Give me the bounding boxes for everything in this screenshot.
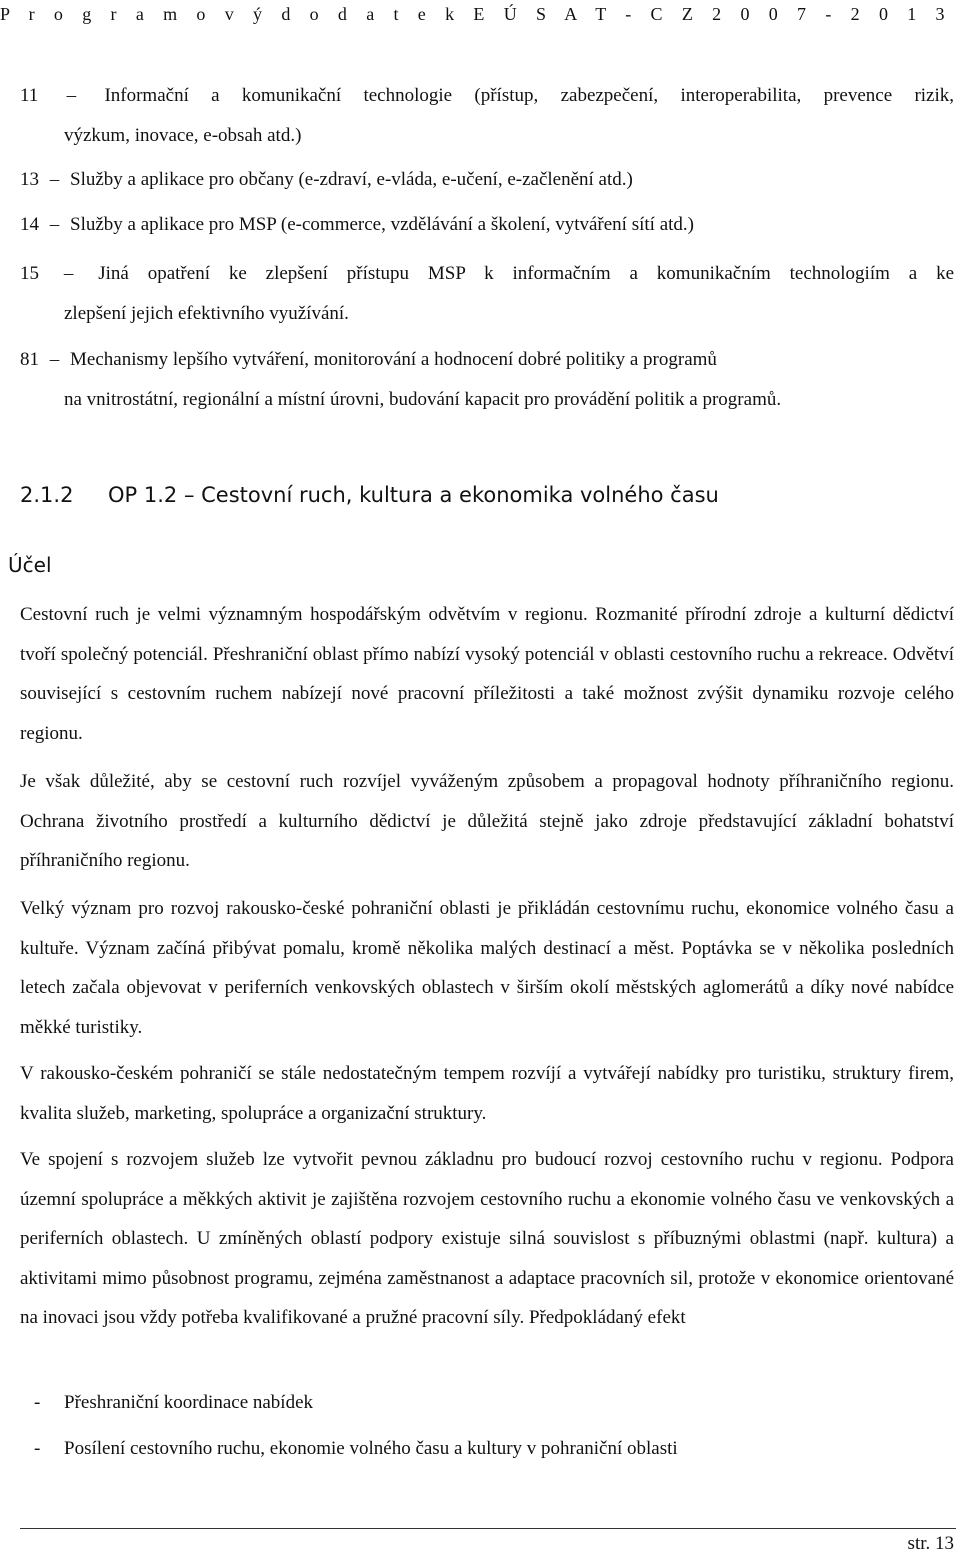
list-item-text-continued: výzkum, inovace, e-obsah atd.) xyxy=(64,125,302,146)
subheading-purpose: Účel xyxy=(8,553,52,577)
list-item xyxy=(20,205,954,245)
list-item-dash: – xyxy=(49,349,60,370)
list-item xyxy=(20,254,954,334)
bullet-marker: - xyxy=(34,1438,41,1459)
paragraph: Je však důležité, aby se cestovní ruch rozvíjel vyváženým způsobem a propagoval hodnoty příhraničního regionu. Ochrana životního prostředí a kulturního dědictví je důležitá stejně jako zdroje představující základní bohatství příhraničního regionu. xyxy=(20,771,954,871)
list-item-code: 13 xyxy=(20,169,39,190)
list-item-text-continued: zlepšení jejich efektivního využívání. xyxy=(64,303,349,324)
list-item-dash: – xyxy=(66,85,77,106)
list-item-text-continued: na vnitrostátní, regionální a místní úrovni, budování kapacit pro provádění politik a programů. xyxy=(64,389,782,410)
section-heading xyxy=(20,483,719,507)
list-item-dash: – xyxy=(49,214,60,235)
section-title: OP 1.2 – Cestovní ruch, kultura a ekonomika volného času xyxy=(108,483,719,507)
paragraph: Cestovní ruch je velmi významným hospodářským odvětvím v regionu. Rozmanité přírodní zdroje a kulturní dědictví tvoří společný potenciál. Přeshraniční oblast přímo nabízí vysoký potenciál v oblasti cestovního ruchu a rekreace. Odvětví související s cestovním ruchem nabízejí nové pracovní příležitosti a také možnost zvýšit dynamiku rozvoje celého regionu. xyxy=(20,604,954,744)
paragraph: V rakousko-českém pohraničí se stále nedostatečným tempem rozvíjí a vytvářejí nabídky pro turistiku, struktury firem, kvalita služeb, marketing, spolupráce a organizační struktury. xyxy=(20,1063,954,1124)
footer-divider xyxy=(20,1528,956,1529)
list-item-dash: – xyxy=(63,263,74,284)
list-item-text: Mechanismy lepšího vytváření, monitorování a hodnocení dobré politiky a programů xyxy=(70,349,717,370)
bullet-marker: - xyxy=(34,1392,41,1413)
document-header: P r o g r a m o v ý d o d a t e k E Ú S A T - C Z 2 0 0 7 - 2 0 1 3 xyxy=(0,4,952,24)
paragraph: Ve spojení s rozvojem služeb lze vytvořit pevnou základnu pro budoucí rozvoj cestovního ruchu v regionu. Podpora územní spolupráce a měkkých aktivit je zajištěna rozvojem cestovního ruchu a ekonomie volného času ve venkovských a periferních oblastech. U zmíněných oblastí podpory existuje silná souvislost s příbuznými oblastmi (např. kultura) a aktivitami mimo působnost programu, zejména zaměstnanost a adaptace pracovních sil, protože v ekonomice orientované na inovaci jsou vždy potřeba kvalifikované a pružné pracovní síly. Předpokládaný efekt xyxy=(20,1149,954,1328)
list-item-text: Informační a komunikační technologie (přístup, zabezpečení, interoperabilita, prevence rizik, xyxy=(104,85,955,106)
list-item-code: 11 xyxy=(20,85,39,106)
list-item-text: Služby a aplikace pro MSP (e-commerce, vzdělávání a školení, vytváření sítí atd.) xyxy=(70,214,694,235)
list-item-text: Jiná opatření ke zlepšení přístupu MSP k informačním a komunikačním technologiím a ke xyxy=(98,263,955,284)
page-number: str. 13 xyxy=(907,1533,954,1554)
list-item-code: 15 xyxy=(20,263,39,284)
list-item xyxy=(20,160,954,200)
list-item-code: 81 xyxy=(20,349,39,370)
paragraph: Velký význam pro rozvoj rakousko-české pohraniční oblasti je přikládán cestovnímu ruchu, ekonomice volného času a kultuře. Význam začíná přibývat pomalu, kromě několika malých destinací a měst. Poptávka se v několika posledních letech začala objevovat v periferních venkovských oblastech v širším okolí městských aglomerátů a díky nové nabídce měkké turistiky. xyxy=(20,898,954,1038)
list-item-code: 14 xyxy=(20,214,39,235)
list-item xyxy=(20,340,954,420)
bullet-text: Přeshraniční koordinace nabídek xyxy=(64,1392,314,1413)
list-item-dash: – xyxy=(49,169,60,190)
list-item-text: Služby a aplikace pro občany (e-zdraví, e-vláda, e-učení, e-začlenění atd.) xyxy=(70,169,633,190)
bullet-text: Posílení cestovního ruchu, ekonomie volného času a kultury v pohraniční oblasti xyxy=(64,1438,678,1459)
list-item xyxy=(34,1383,313,1423)
list-item xyxy=(34,1429,678,1469)
section-number: 2.1.2 xyxy=(20,483,74,507)
list-item xyxy=(20,76,954,156)
